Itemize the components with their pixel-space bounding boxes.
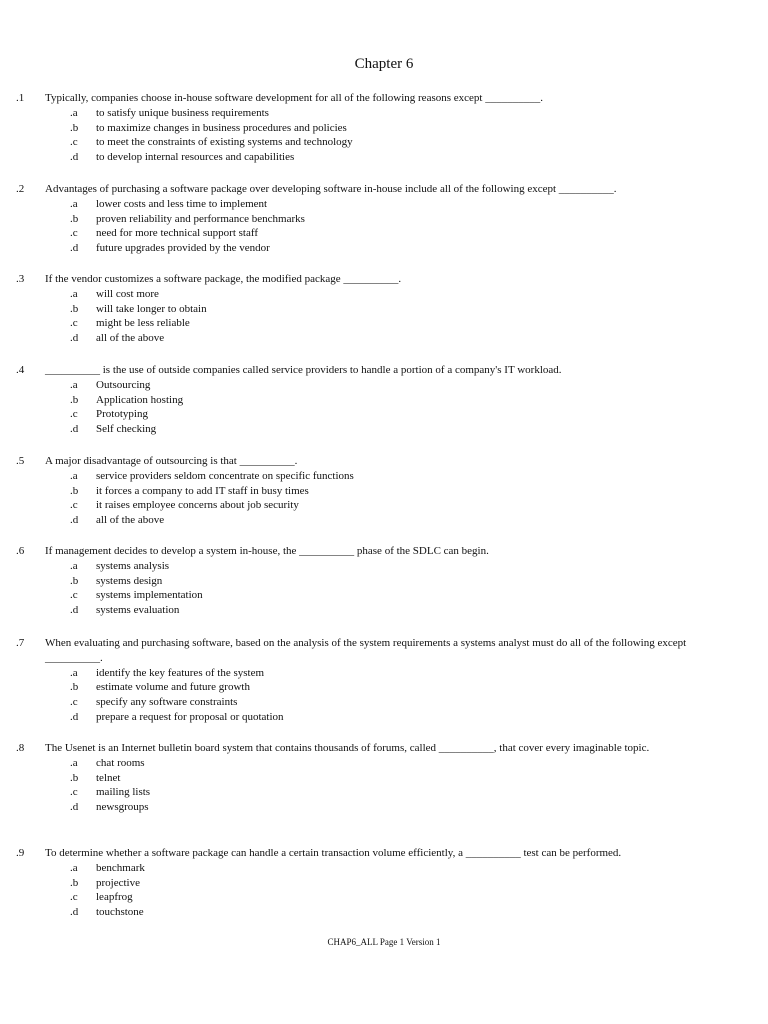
question-text: Advantages of purchasing a software package over developing software in-house include all of the following except __________. [45,183,617,195]
option-a [16,469,716,484]
option-letter: .b [70,771,79,784]
option-letter: .a [70,756,78,769]
option-c [16,695,716,710]
option-letter: .c [70,786,78,799]
option-c [16,785,716,800]
option-letter: .b [70,574,79,587]
option-text: to develop internal resources and capabilities [96,151,295,164]
question-8 [16,741,716,815]
option-letter: .a [70,287,78,300]
option-letter: .c [70,589,78,602]
option-a [16,559,716,574]
option-text: newsgroups [96,801,149,814]
option-letter: .d [70,242,79,255]
option-a [16,378,716,393]
option-letter: .b [70,681,79,694]
option-text: systems analysis [96,559,170,572]
option-text: to maximize changes in business procedures and policies [96,121,347,134]
option-d [16,331,716,346]
option-letter: .d [70,151,79,164]
option-c [16,588,716,603]
question-number: .9 [16,847,25,859]
question-text: A major disadvantage of outsourcing is that __________. [45,455,298,467]
option-a [16,287,716,302]
option-letter: .a [70,861,78,874]
option-letter: .c [70,136,78,149]
question-7 [16,636,716,725]
option-text: it forces a company to add IT staff in busy times [96,484,309,497]
question-number: .8 [16,742,25,754]
option-b [16,680,716,695]
option-text: leapfrog [96,891,133,904]
option-letter: .c [70,696,78,709]
question-4 [16,363,716,437]
option-b [16,484,716,499]
option-text: chat rooms [96,756,145,769]
option-letter: .d [70,604,79,617]
option-letter: .a [70,666,78,679]
option-a [16,666,716,681]
question-text: To determine whether a software package can handle a certain transaction volume efficiently, a __________ test can be performed. [45,847,622,859]
option-text: estimate volume and future growth [96,681,250,694]
option-text: need for more technical support staff [96,227,258,240]
question-2 [16,182,716,256]
option-d [16,513,716,528]
question-number: .5 [16,455,25,467]
option-text: Prototyping [96,408,148,421]
option-d [16,150,716,165]
option-letter: .c [70,227,78,240]
option-text: might be less reliable [96,317,190,330]
option-b [16,212,716,227]
page-title: Chapter 6 [354,56,414,72]
option-a [16,861,716,876]
option-text: projective [96,876,140,889]
question-3 [16,272,716,346]
option-letter: .b [70,393,79,406]
question-9 [16,846,716,920]
option-text: will take longer to obtain [96,302,207,315]
question-text: When evaluating and purchasing software, based on the analysis of the system requirements a systems analyst must do all of the following except __________. [45,637,687,664]
option-a [16,197,716,212]
option-text: to satisfy unique business requirements [96,106,269,119]
option-d [16,603,716,618]
option-letter: .d [70,710,79,723]
option-text: Outsourcing [96,378,151,391]
option-d [16,800,716,815]
option-b [16,574,716,589]
option-b [16,121,716,136]
option-text: mailing lists [96,786,151,799]
question-text: If the vendor customizes a software package, the modified package __________. [45,273,402,285]
question-number: .3 [16,273,25,285]
option-text: will cost more [96,287,159,300]
option-letter: .a [70,559,78,572]
option-text: proven reliability and performance benchmarks [96,212,305,225]
option-c [16,135,716,150]
option-c [16,407,716,422]
option-letter: .c [70,408,78,421]
option-c [16,498,716,513]
option-d [16,905,716,920]
option-text: prepare a request for proposal or quotation [96,710,284,723]
option-d [16,241,716,256]
option-c [16,316,716,331]
question-number: .2 [16,183,25,195]
option-d [16,422,716,437]
question-1 [16,91,716,165]
option-a [16,756,716,771]
option-b [16,302,716,317]
question-text: If management decides to develop a system in-house, the __________ phase of the SDLC can begin. [45,545,489,557]
option-letter: .d [70,801,79,814]
question-number: .4 [16,364,25,376]
option-b [16,876,716,891]
option-text: all of the above [96,514,165,527]
option-b [16,393,716,408]
option-text: to meet the constraints of existing systems and technology [96,136,353,149]
option-letter: .c [70,891,78,904]
question-text: The Usenet is an Internet bulletin board system that contains thousands of forums, called __________, that cover every imaginable topic. [45,742,650,754]
option-text: benchmark [96,861,145,874]
option-text: Application hosting [96,393,184,406]
option-text: Self checking [96,423,157,436]
option-text: systems evaluation [96,604,180,617]
option-text: all of the above [96,332,165,345]
option-c [16,890,716,905]
option-letter: .b [70,212,79,225]
option-letter: .a [70,378,78,391]
option-b [16,771,716,786]
option-letter: .d [70,906,79,919]
option-letter: .a [70,197,78,210]
option-letter: .a [70,469,78,482]
option-d [16,710,716,725]
question-6 [16,544,716,618]
option-letter: .b [70,876,79,889]
option-letter: .a [70,106,78,119]
option-text: lower costs and less time to implement [96,197,268,210]
option-letter: .d [70,423,79,436]
option-c [16,226,716,241]
option-text: telnet [96,771,121,784]
option-text: it raises employee concerns about job security [96,499,299,512]
option-text: systems implementation [96,589,203,602]
option-letter: .b [70,484,79,497]
option-text: identify the key features of the system [96,666,265,679]
option-letter: .c [70,317,78,330]
question-number: .6 [16,545,25,557]
option-text: specify any software constraints [96,696,238,709]
option-letter: .d [70,332,79,345]
option-text: future upgrades provided by the vendor [96,242,270,255]
option-letter: .d [70,514,79,527]
question-number: .1 [16,92,25,104]
option-text: systems design [96,574,163,587]
option-letter: .b [70,121,79,134]
question-text: Typically, companies choose in-house software development for all of the following reasons except __________. [45,92,543,104]
option-a [16,106,716,121]
page-footer: CHAP6_ALL Page 1 Version 1 [327,937,441,947]
option-text: touchstone [96,906,144,919]
option-letter: .b [70,302,79,315]
question-5 [16,454,716,528]
question-text: __________ is the use of outside companies called service providers to handle a portion of a company's IT workload. [45,364,562,376]
question-number: .7 [16,637,25,649]
option-text: service providers seldom concentrate on specific functions [96,469,354,482]
option-letter: .c [70,499,78,512]
